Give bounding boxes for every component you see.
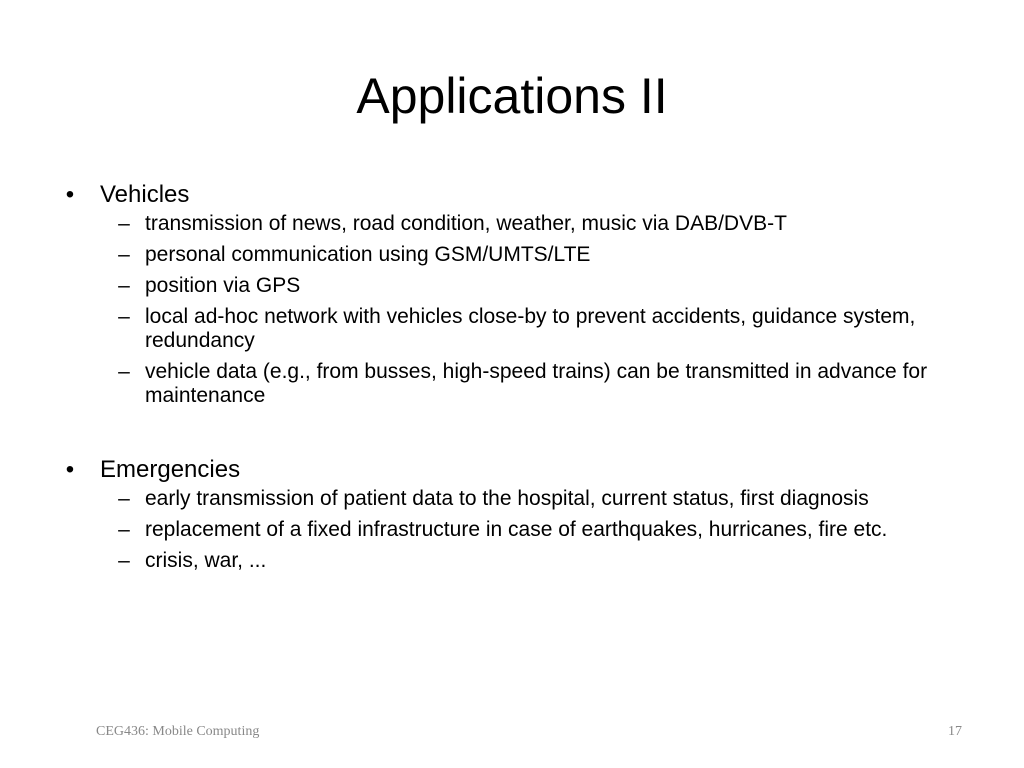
bullet-heading: Vehicles	[100, 181, 190, 208]
vehicles-sub-list	[60, 212, 960, 408]
slide-title: Applications II	[356, 68, 668, 124]
dash-marker: –	[118, 549, 130, 572]
sub-item	[60, 274, 960, 298]
bullet-emergencies	[60, 453, 960, 487]
sub-item-text: local ad-hoc network with vehicles close-by to prevent accidents, guidance system, redundancy	[145, 305, 916, 352]
sub-item-text: vehicle data (e.g., from busses, high-speed trains) can be transmitted in advance for maintenance	[145, 360, 928, 407]
dash-marker: –	[118, 212, 130, 235]
dash-marker: –	[118, 518, 130, 541]
sub-item	[60, 518, 960, 542]
sub-item-text: position via GPS	[145, 274, 301, 297]
sub-item-text: transmission of news, road condition, weather, music via DAB/DVB-T	[145, 212, 787, 235]
bullet-vehicles	[60, 178, 960, 212]
emergencies-sub-list	[60, 487, 960, 573]
slide-content	[60, 178, 960, 580]
sub-item	[60, 360, 960, 408]
sub-item	[60, 243, 960, 267]
dash-marker: –	[118, 360, 130, 383]
dash-marker: –	[118, 487, 130, 510]
dash-marker: –	[118, 243, 130, 266]
dash-marker: –	[118, 305, 130, 328]
sub-item-text: early transmission of patient data to the hospital, current status, first diagnosis	[145, 487, 869, 510]
dash-marker: –	[118, 274, 130, 297]
bullet-heading: Emergencies	[100, 456, 241, 483]
sub-item	[60, 212, 960, 236]
footer-course: CEG436: Mobile Computing	[96, 724, 260, 739]
sub-item	[60, 305, 960, 353]
sub-item-text: personal communication using GSM/UMTS/LTE	[145, 243, 591, 266]
sub-item-text: replacement of a fixed infrastructure in case of earthquakes, hurricanes, fire etc.	[145, 518, 888, 541]
section-spacer	[60, 415, 960, 453]
bullet-marker: •	[65, 181, 75, 208]
footer-page-number: 17	[948, 724, 962, 739]
sub-item	[60, 487, 960, 511]
bullet-marker: •	[65, 456, 75, 483]
sub-item	[60, 549, 960, 573]
sub-item-text: crisis, war, ...	[145, 549, 267, 572]
